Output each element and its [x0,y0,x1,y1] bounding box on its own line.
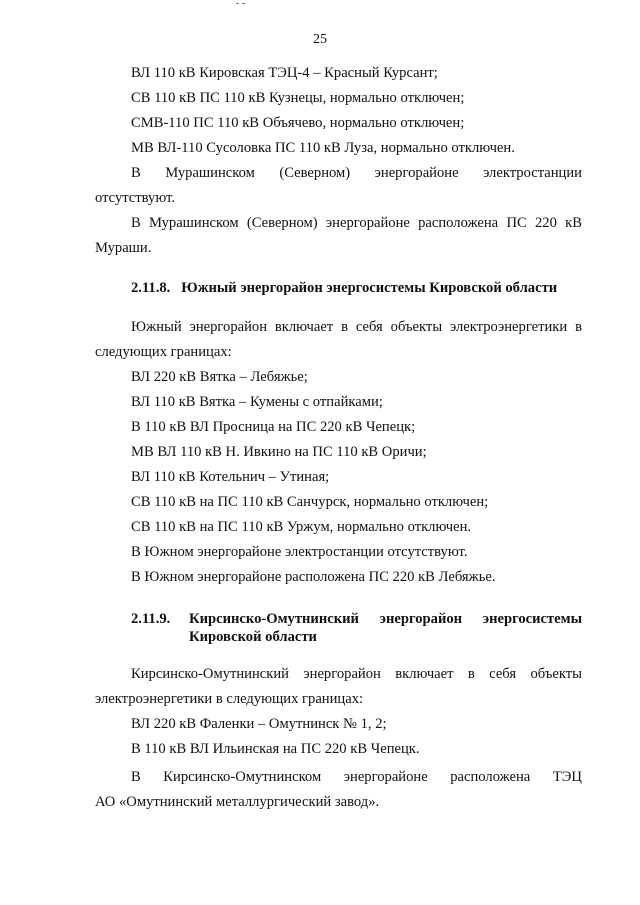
word: себя [355,319,383,335]
paragraph-continuation: следующих границах: [95,344,232,360]
word: энергосистемы [482,611,582,627]
word: электростанции [483,165,582,181]
text-line: СВ 110 кВ ПС 110 кВ Кузнецы, нормально отключен; [131,90,465,106]
word: объекты [530,666,582,682]
word: энергорайон [189,319,268,335]
word: ПС [506,215,527,231]
word: электроэнергетики [450,319,568,335]
word: энергорайон [379,611,463,627]
word: В [131,165,141,181]
list-item: СВ 110 кВ на ПС 110 кВ Уржум, нормально отключен. [131,519,472,535]
word: 220 [534,215,557,231]
word: Южный [131,319,182,335]
word: Мурашинском [165,165,255,181]
list-item: В Южном энергорайоне электростанции отсутствуют. [131,544,468,560]
text-line: МВ ВЛ-110 Сусоловка ПС 110 кВ Луза, нормально отключен. [131,140,515,156]
word: энергорайоне [325,215,410,231]
list-item: В 110 кВ ВЛ Просница на ПС 220 кВ Чепецк; [131,419,416,435]
list-item: ВЛ 110 кВ Вятка – Кумены с отпайками; [131,394,383,410]
paragraph-line [131,318,582,336]
word: расположена [418,215,499,231]
word: объекты [390,319,443,335]
word: себя [489,666,517,682]
word: кВ [565,215,582,231]
paragraph-continuation: АО «Омутнинский металлургический завод». [95,794,380,810]
list-item: В 110 кВ ВЛ Ильинская на ПС 220 кВ Чепецк. [131,741,420,757]
section-title-line: Кировской области [189,629,317,645]
scan-mark [236,3,245,6]
word: энергорайоне [343,769,428,785]
section-title: Южный энергорайон энергосистемы Кировской области [181,280,558,296]
paragraph-continuation: электроэнергетики в следующих границах: [95,691,364,707]
word: Мурашинском [149,215,239,231]
word: В [131,769,141,785]
section-number: 2.11.9. [131,611,171,627]
word: в [575,319,582,335]
paragraph-continuation: отсутствуют. [95,190,175,206]
paragraph-line [131,164,582,182]
text-line: ВЛ 110 кВ Кировская ТЭЦ-4 – Красный Курсант; [131,65,438,81]
list-item: В Южном энергорайоне расположена ПС 220 кВ Лебяжье. [131,569,496,585]
word: ТЭЦ [552,769,582,785]
list-item: ВЛ 110 кВ Котельнич – Утиная; [131,469,330,485]
section-number: 2.11.8. [131,280,171,296]
paragraph-line [131,214,582,232]
word: (Северном) [246,215,318,231]
word: В [131,215,141,231]
word: расположена [450,769,531,785]
word: в [341,319,348,335]
section-heading [131,279,557,297]
list-item: ВЛ 220 кВ Фаленки – Омутнинск № 1, 2; [131,716,387,732]
list-item: МВ ВЛ 110 кВ Н. Ивкино на ПС 110 кВ Оричи; [131,444,427,460]
word: (Северном) [279,165,351,181]
word: в [467,666,475,682]
word: энергорайон [303,666,381,682]
paragraph-line [131,665,582,683]
text-line: СМВ-110 ПС 110 кВ Объячево, нормально отключен; [131,115,465,131]
paragraph-continuation: Мураши. [95,240,152,256]
word: включает [274,319,334,335]
section-title-line [189,610,582,628]
word: Кирсинско-Омутнинском [163,769,322,785]
page-number: 25 [313,32,327,47]
word: энергорайоне [374,165,459,181]
list-item: СВ 110 кВ на ПС 110 кВ Санчурск, нормально отключен; [131,494,489,510]
list-item: ВЛ 220 кВ Вятка – Лебяжье; [131,369,308,385]
word: Кирсинско-Омутнинский [131,666,289,682]
word: Кирсинско-Омутнинский [189,611,359,627]
paragraph-line [131,768,582,786]
word: включает [395,666,454,682]
section-title [189,610,582,646]
